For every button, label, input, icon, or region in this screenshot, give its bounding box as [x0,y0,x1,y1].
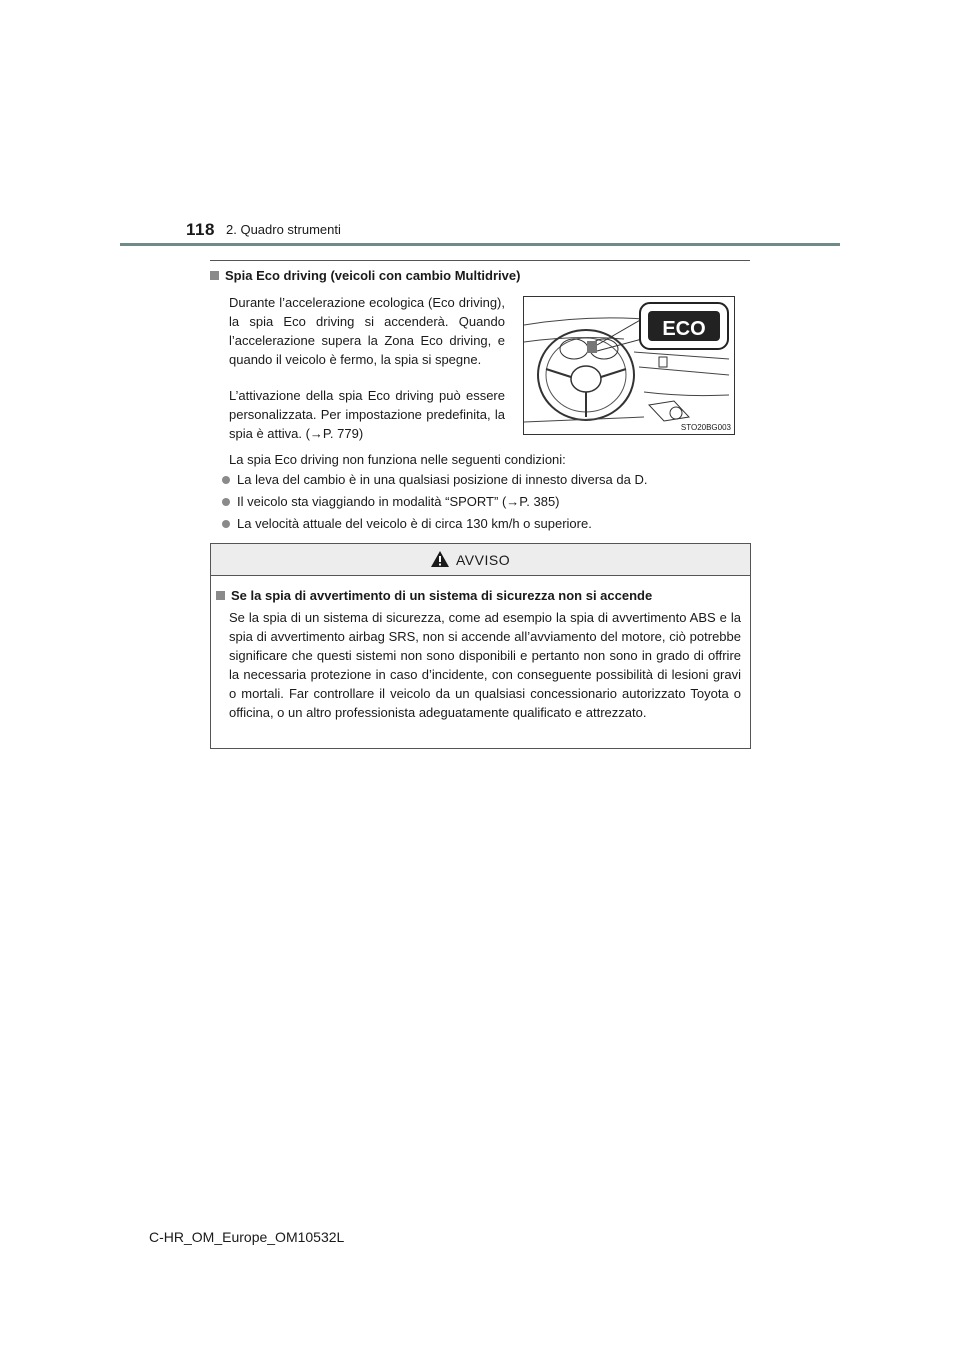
list-item-text: La leva del cambio è in una qualsiasi posizione di innesto diversa da D. [237,472,648,487]
paragraph-eco-customization: L’attivazione della spia Eco driving può essere personalizzata. Per impostazione predefinita, la spia è attiva. (→P. 779) [229,388,505,441]
warning-triangle-icon [430,550,450,568]
bullet-dot-icon [222,498,230,506]
warning-header [211,544,750,576]
warning-title: AVVISO [456,552,511,568]
section-divider [210,260,750,261]
warning-box [210,543,751,749]
paragraph-conditions-intro: La spia Eco driving non funziona nelle seguenti condizioni: [229,452,566,467]
bullet-dot-icon [222,476,230,484]
list-item-text: Il veicolo sta viaggiando in modalità “SPORT” (→P. 385) [237,494,560,509]
square-bullet-icon [210,271,219,280]
page-number: 118 [186,220,215,239]
chapter-title: 2. Quadro strumenti [226,222,341,237]
bullet-dot-icon [222,520,230,528]
footer-doc-id: C-HR_OM_Europe_OM10532L [149,1229,345,1245]
section-heading [210,268,520,283]
paragraph-eco-description: Durante l’accelerazione ecologica (Eco driving), la spia Eco driving si accenderà. Quando l’accelerazione supera la Zona Eco driving, e quando il veicolo è fermo, la spia si spegne. [229,295,505,367]
list-item [222,516,592,531]
eco-indicator-label: ECO [662,318,706,340]
figure-code: STO20BG003 [680,423,731,432]
section-heading-text: Spia Eco driving (veicoli con cambio Multidrive) [225,268,521,283]
warning-body: Se la spia di un sistema di sicurezza, come ad esempio la spia di avvertimento ABS e la spia di avvertimento airbag SRS, non si accende all’avviamento del motore, ciò potrebbe significare che questi sistemi non sono disponibili e pertanto non sono in grado di offrire la necessaria protezione in caso d’incidente, con conseguente possibilità di lesioni gravi o mortali. Far controllare il veicolo da un qualsiasi concessionario autorizzato Toyota o officina, o un altro professionista adeguatamente qualificato e attrezzato. [229,610,741,720]
dashboard-illustration [523,296,735,435]
header-rule [120,243,840,246]
list-item [222,472,647,487]
list-item-text: La velocità attuale del veicolo è di circa 130 km/h o superiore. [237,516,592,531]
list-item [222,494,560,509]
warning-subheading [216,588,652,603]
square-bullet-icon [216,591,225,600]
dashboard-drawing [524,297,734,434]
warning-subheading-text: Se la spia di avvertimento di un sistema di sicurezza non si accende [231,588,653,603]
